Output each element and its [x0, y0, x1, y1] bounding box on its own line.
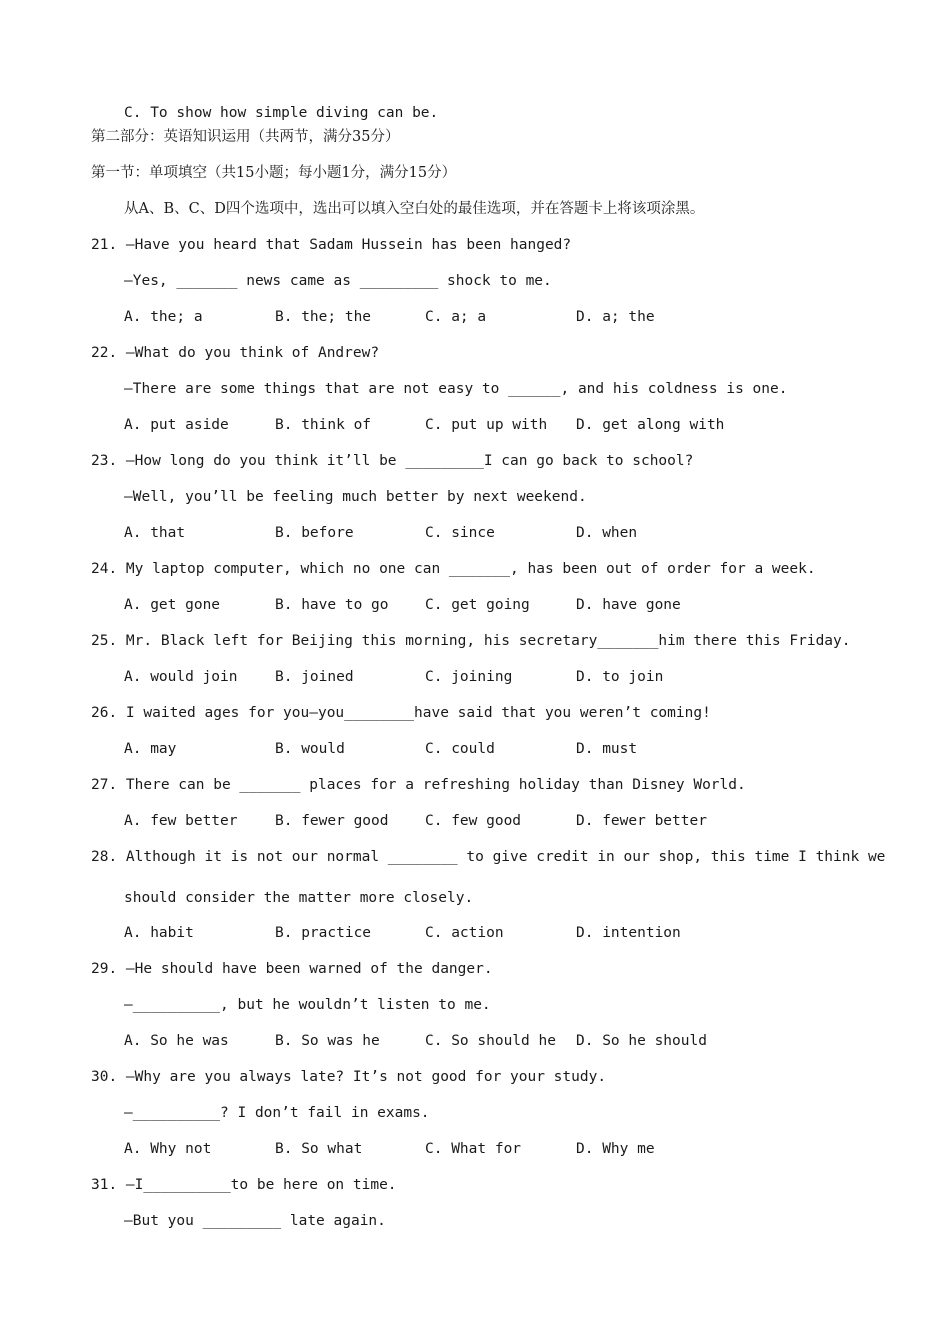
- q21-option-a: A. the; a: [124, 309, 203, 325]
- q26-option-d: D. must: [576, 741, 638, 757]
- q27-option-c: C. few good: [425, 813, 522, 829]
- part2-heading: 第二部分：英语知识运用（共两节，满分35分）: [91, 129, 400, 145]
- q27-option-b: B. fewer good: [275, 813, 389, 829]
- question-21-sub: —Yes, _______ news came as _________ shock to me.: [124, 273, 552, 289]
- q29-option-a: A. So he was: [124, 1033, 229, 1049]
- q26-option-a: A. may: [124, 741, 177, 757]
- q23-option-d: D. when: [576, 525, 638, 541]
- q22-option-b: B. think of: [275, 417, 372, 433]
- q21-option-d: D. a; the: [576, 309, 655, 325]
- q30-option-d: D. Why me: [576, 1141, 655, 1157]
- q29-option-b: B. So was he: [275, 1033, 380, 1049]
- q21-option-b: B. the; the: [275, 309, 372, 325]
- q27-option-a: A. few better: [124, 813, 238, 829]
- q23-option-b: B. before: [275, 525, 354, 541]
- instructions: 从A、B、C、D四个选项中，选出可以填入空白处的最佳选项，并在答题卡上将该项涂黑。: [124, 201, 705, 217]
- question-21-stem: 21. —Have you heard that Sadam Hussein has been hanged?: [91, 237, 572, 253]
- q30-option-b: B. So what: [275, 1141, 363, 1157]
- q24-option-b: B. have to go: [275, 597, 389, 613]
- q25-option-c: C. joining: [425, 669, 513, 685]
- question-22-stem: 22. —What do you think of Andrew?: [91, 345, 380, 361]
- q25-option-d: D. to join: [576, 669, 664, 685]
- q30-option-a: A. Why not: [124, 1141, 212, 1157]
- q23-option-c: C. since: [425, 525, 495, 541]
- question-23-stem: 23. —How long do you think it’ll be _________I can go back to school?: [91, 453, 694, 469]
- q27-option-d: D. fewer better: [576, 813, 707, 829]
- q30-option-c: C. What for: [425, 1141, 522, 1157]
- question-29-sub: —__________, but he wouldn’t listen to me.: [124, 997, 491, 1013]
- q26-option-b: B. would: [275, 741, 345, 757]
- q26-option-c: C. could: [425, 741, 495, 757]
- question-25-stem: 25. Mr. Black left for Beijing this morning, his secretary_______him there this Friday.: [91, 633, 851, 649]
- q22-option-d: D. get along with: [576, 417, 725, 433]
- question-30-stem: 30. —Why are you always late? It’s not good for your study.: [91, 1069, 607, 1085]
- question-28-stem: 28. Although it is not our normal ________ to give credit in our shop, this time I think we: [91, 849, 886, 865]
- q25-option-b: B. joined: [275, 669, 354, 685]
- q28-option-d: D. intention: [576, 925, 681, 941]
- q21-option-c: C. a; a: [425, 309, 487, 325]
- q25-option-a: A. would join: [124, 669, 238, 685]
- q22-option-c: C. put up with: [425, 417, 548, 433]
- q22-option-a: A. put aside: [124, 417, 229, 433]
- q24-option-a: A. get gone: [124, 597, 221, 613]
- q28-option-a: A. habit: [124, 925, 194, 941]
- q29-option-d: D. So he should: [576, 1033, 707, 1049]
- previous-option-c: C. To show how simple diving can be.: [124, 105, 439, 121]
- question-30-sub: —__________? I don’t fail in exams.: [124, 1105, 430, 1121]
- question-24-stem: 24. My laptop computer, which no one can _______, has been out of order for a week.: [91, 561, 816, 577]
- question-28-continuation: should consider the matter more closely.: [124, 890, 474, 906]
- question-31-stem: 31. —I__________to be here on time.: [91, 1177, 397, 1193]
- question-26-stem: 26. I waited ages for you—you________have said that you weren’t coming!: [91, 705, 711, 721]
- section1-heading: 第一节：单项填空（共15小题；每小题1分，满分15分）: [91, 165, 457, 181]
- q24-option-d: D. have gone: [576, 597, 681, 613]
- q28-option-c: C. action: [425, 925, 504, 941]
- question-22-sub: —There are some things that are not easy to ______, and his coldness is one.: [124, 381, 788, 397]
- question-31-sub: —But you _________ late again.: [124, 1213, 386, 1229]
- q23-option-a: A. that: [124, 525, 186, 541]
- q24-option-c: C. get going: [425, 597, 530, 613]
- q29-option-c: C. So should he: [425, 1033, 556, 1049]
- q28-option-b: B. practice: [275, 925, 372, 941]
- question-23-sub: —Well, you’ll be feeling much better by next weekend.: [124, 489, 587, 505]
- question-27-stem: 27. There can be _______ places for a refreshing holiday than Disney World.: [91, 777, 746, 793]
- question-29-stem: 29. —He should have been warned of the danger.: [91, 961, 493, 977]
